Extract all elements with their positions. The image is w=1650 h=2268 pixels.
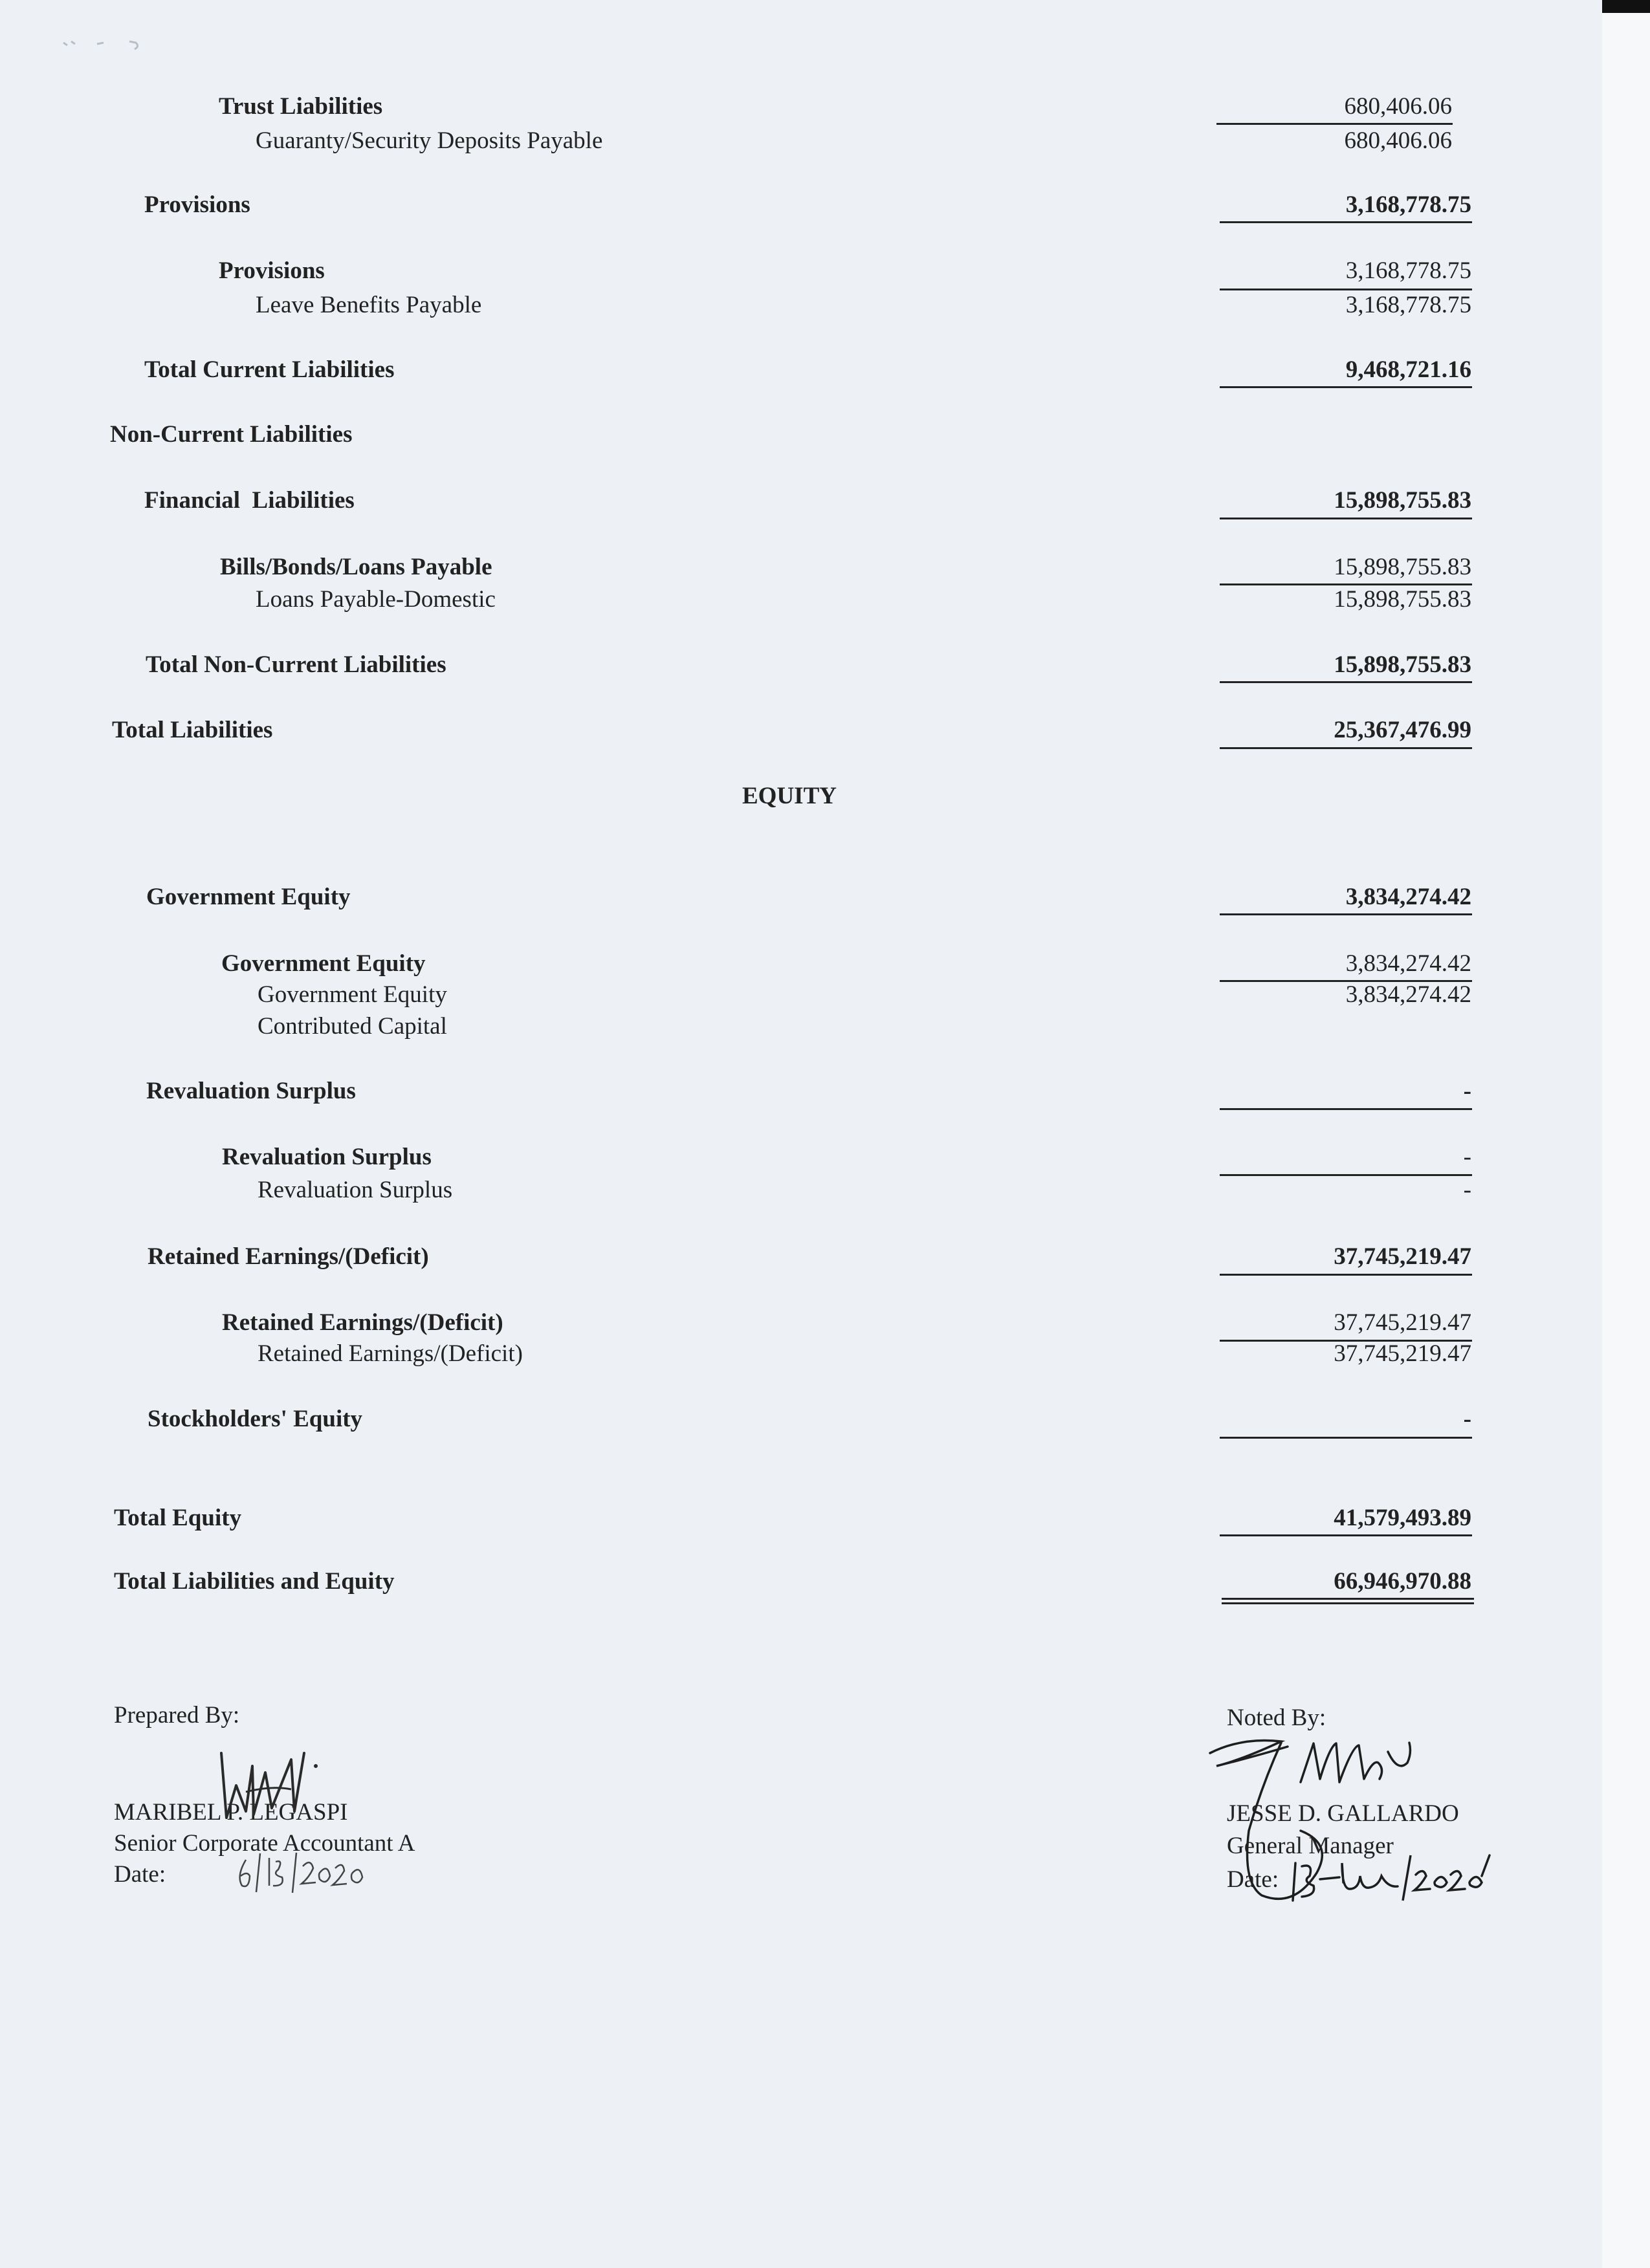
provisions-amount: 3,168,778.75 <box>1345 257 1471 284</box>
loans-domestic-label: Loans Payable-Domestic <box>256 586 496 613</box>
noted-by-name: JESSE D. GALLARDO <box>1227 1800 1459 1827</box>
page-edge <box>1602 0 1650 2268</box>
revaluation-line-amount: - <box>1463 1177 1471 1203</box>
financial-liabilities-label: Financial Liabilities <box>144 487 355 514</box>
row-non-current-heading <box>0 419 1602 457</box>
noted-by-handwritten-date-icon <box>1288 1850 1514 1908</box>
rule-total-current <box>1220 386 1472 388</box>
loans-domestic-amount: 15,898,755.83 <box>1334 586 1471 613</box>
government-equity-group-label: Government Equity <box>146 884 351 910</box>
stockholders-equity-amount: - <box>1463 1406 1471 1432</box>
revaluation-amount: - <box>1463 1144 1471 1170</box>
prepared-by-handwritten-date-icon <box>233 1850 382 1895</box>
government-equity-line-amount: 3,834,274.42 <box>1345 981 1471 1008</box>
noted-by-signature-icon <box>1204 1734 1488 1941</box>
retained-label: Retained Earnings/(Deficit) <box>222 1309 503 1336</box>
stockholders-equity-label: Stockholders' Equity <box>148 1406 363 1432</box>
revaluation-line-label: Revaluation Surplus <box>258 1177 453 1203</box>
noted-by-title: General Manager <box>1227 1833 1394 1859</box>
prepared-by-signature-icon <box>207 1747 401 1850</box>
retained-line-label: Retained Earnings/(Deficit) <box>258 1340 523 1367</box>
total-non-current-label: Total Non-Current Liabilities <box>146 651 446 678</box>
rule-provisions-group <box>1220 221 1472 223</box>
row-revaluation-line <box>0 1174 1602 1213</box>
rule-revaluation-group <box>1220 1108 1472 1110</box>
row-loans-domestic <box>0 583 1602 622</box>
total-equity-label: Total Equity <box>114 1505 242 1531</box>
provisions-group-amount: 3,168,778.75 <box>1345 191 1471 218</box>
noted-by-caption: Noted By: <box>1227 1705 1326 1731</box>
rule-total-equity <box>1220 1534 1472 1536</box>
government-equity-label: Government Equity <box>221 950 426 977</box>
total-liabilities-equity-label: Total Liabilities and Equity <box>114 1568 395 1595</box>
total-current-liabilities-amount: 9,468,721.16 <box>1345 356 1471 383</box>
equity-heading: EQUITY <box>742 783 837 809</box>
bills-bonds-label: Bills/Bonds/Loans Payable <box>220 554 492 580</box>
total-liabilities-equity-amount: 66,946,970.88 <box>1334 1568 1471 1595</box>
total-non-current-amount: 15,898,755.83 <box>1334 651 1471 678</box>
row-contributed-capital <box>0 1010 1602 1049</box>
rule-government-equity-group <box>1220 913 1472 915</box>
guaranty-deposits-amount: 680,406.06 <box>1344 127 1452 154</box>
total-liabilities-label: Total Liabilities <box>112 717 273 743</box>
prepared-by-title: Senior Corporate Accountant A <box>114 1830 415 1857</box>
revaluation-group-label: Revaluation Surplus <box>146 1078 356 1104</box>
prepared-by-date-label: Date: <box>114 1861 166 1888</box>
trust-liabilities-label: Trust Liabilities <box>219 93 383 120</box>
provisions-label: Provisions <box>219 257 325 284</box>
rule-financial-liabilities <box>1220 518 1472 519</box>
noted-by-date-label: Date: <box>1227 1866 1279 1893</box>
government-equity-amount: 3,834,274.42 <box>1345 950 1471 977</box>
row-stockholders-equity <box>0 1403 1602 1442</box>
scan-speck-icon <box>58 34 175 60</box>
leave-benefits-amount: 3,168,778.75 <box>1345 292 1471 318</box>
row-provisions <box>0 255 1602 294</box>
row-guaranty-deposits <box>0 125 1602 164</box>
guaranty-deposits-label: Guaranty/Security Deposits Payable <box>256 127 603 154</box>
retained-line-amount: 37,745,219.47 <box>1334 1340 1471 1367</box>
retained-group-amount: 37,745,219.47 <box>1334 1243 1471 1270</box>
rule-retained-group <box>1220 1274 1472 1276</box>
row-retained-line <box>0 1338 1602 1377</box>
government-equity-group-amount: 3,834,274.42 <box>1345 884 1471 910</box>
leave-benefits-label: Leave Benefits Payable <box>256 292 482 318</box>
retained-group-label: Retained Earnings/(Deficit) <box>148 1243 429 1270</box>
revaluation-group-amount: - <box>1463 1078 1471 1104</box>
rule-total-liabilities <box>1220 747 1472 749</box>
rule-total-non-current <box>1220 681 1472 683</box>
row-leave-benefits <box>0 289 1602 328</box>
revaluation-label: Revaluation Surplus <box>222 1144 432 1170</box>
bills-bonds-amount: 15,898,755.83 <box>1334 554 1471 580</box>
contributed-capital-label: Contributed Capital <box>258 1013 447 1040</box>
prepared-by-name: MARIBEL P. LEGASPI <box>114 1799 348 1826</box>
financial-liabilities-amount: 15,898,755.83 <box>1334 487 1471 514</box>
non-current-heading: Non-Current Liabilities <box>110 421 353 448</box>
total-liabilities-amount: 25,367,476.99 <box>1334 717 1471 743</box>
page-edge-dark-corner <box>1602 0 1650 13</box>
double-rule-grand-total <box>1222 1598 1474 1604</box>
rule-stockholders-equity <box>1220 1437 1472 1439</box>
trust-liabilities-amount: 680,406.06 <box>1344 93 1452 120</box>
government-equity-line-label: Government Equity <box>258 981 447 1008</box>
total-current-liabilities-label: Total Current Liabilities <box>144 356 395 383</box>
provisions-group-label: Provisions <box>144 191 250 218</box>
retained-amount: 37,745,219.47 <box>1334 1309 1471 1336</box>
prepared-by-caption: Prepared By: <box>114 1702 240 1728</box>
total-equity-amount: 41,579,493.89 <box>1334 1505 1471 1531</box>
